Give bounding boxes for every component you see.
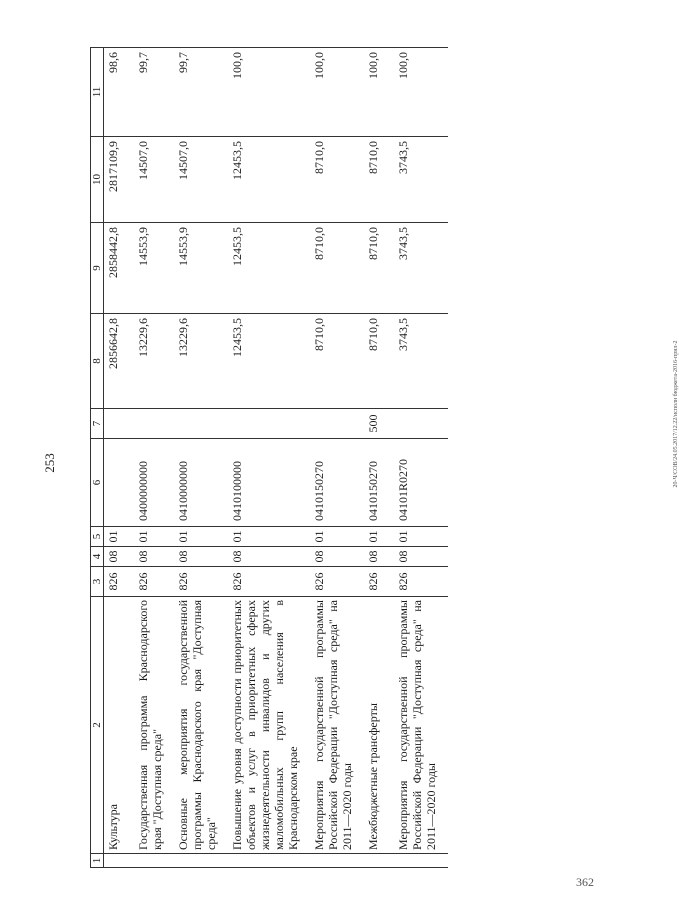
value-cell: 99,7 (134, 48, 174, 137)
value-cell: 3743,5 (394, 223, 448, 314)
code-cell: 826 (174, 567, 228, 597)
header-cell: 4 (91, 547, 104, 567)
code-cell: 826 (134, 567, 174, 597)
budget-table-area (90, 48, 588, 868)
table-row (104, 48, 134, 868)
code-cell: 08 (310, 547, 364, 567)
value-cell: 2858442,8 (104, 223, 134, 314)
value-cell: 8710,0 (310, 314, 364, 409)
name-cell: Культура (104, 597, 134, 854)
code-cell: 826 (104, 567, 134, 597)
value-cell: 3743,5 (394, 137, 448, 223)
value-cell: 8710,0 (364, 137, 394, 223)
value-cell: 2856642,8 (104, 314, 134, 409)
code-cell: 01 (174, 527, 228, 547)
header-cell: 2 (91, 597, 104, 854)
code-cell: 0410100000 (228, 439, 310, 527)
value-cell: 14553,9 (134, 223, 174, 314)
value-cell: 8710,0 (364, 223, 394, 314)
header-cell: 10 (91, 137, 104, 223)
value-cell: 8710,0 (310, 137, 364, 223)
code-cell: 08 (174, 547, 228, 567)
header-cell: 3 (91, 567, 104, 597)
file-path-note: 20-Ч/СОВ/24.05.2017/12.22/исполн бюджета-2016-прил-2 (673, 340, 679, 488)
name-cell: Мероприятия государственной программы Российской Федерации "Доступная среда" на 2011—2020 годы (310, 597, 364, 854)
name-cell: Государственная программа Краснодарского края "Доступная среда" (134, 597, 174, 854)
table-row (364, 48, 394, 868)
table-row (394, 48, 448, 868)
code-cell (134, 409, 174, 439)
code-cell: 0410150270 (364, 439, 394, 527)
code-cell: 08 (104, 547, 134, 567)
value-cell: 3743,5 (394, 314, 448, 409)
code-cell (394, 409, 448, 439)
name-cell: Мероприятия государственной программы Российской Федерации "Доступная среда" на 2011—2020 годы (394, 597, 448, 854)
value-cell: 8710,0 (310, 223, 364, 314)
col1-cell (364, 854, 394, 868)
col1-cell (310, 854, 364, 868)
code-cell: 01 (228, 527, 310, 547)
col1-cell (134, 854, 174, 868)
header-cell: 11 (91, 48, 104, 137)
value-cell: 99,7 (174, 48, 228, 137)
value-cell: 13229,6 (134, 314, 174, 409)
name-cell: Межбюджетные трансферты (364, 597, 394, 854)
col1-cell (104, 854, 134, 868)
col1-cell (228, 854, 310, 868)
value-cell: 14553,9 (174, 223, 228, 314)
code-cell: 04101R0270 (394, 439, 448, 527)
code-cell: 08 (134, 547, 174, 567)
value-cell: 100,0 (364, 48, 394, 137)
code-cell (104, 439, 134, 527)
code-cell: 0410000000 (174, 439, 228, 527)
code-cell (310, 409, 364, 439)
code-cell: 01 (134, 527, 174, 547)
rotated-table-container (90, 48, 588, 868)
table-body (104, 48, 448, 868)
value-cell: 14507,0 (134, 137, 174, 223)
col1-cell (394, 854, 448, 868)
code-cell: 500 (364, 409, 394, 439)
table-row (174, 48, 228, 868)
code-cell: 0400000000 (134, 439, 174, 527)
page-number: 253 (42, 453, 57, 473)
col1-cell (174, 854, 228, 868)
code-cell: 01 (104, 527, 134, 547)
value-cell: 100,0 (310, 48, 364, 137)
value-cell: 12453,5 (228, 223, 310, 314)
name-cell: Основные мероприятия государственной программы Краснодарского края "Доступная среда" (174, 597, 228, 854)
code-cell (104, 409, 134, 439)
header-cell: 1 (91, 854, 104, 868)
table-row (310, 48, 364, 868)
code-cell (174, 409, 228, 439)
name-cell: Повышение уровня доступности приоритетных объектов и услуг в приоритетных сферах жизнедеятельности инвалидов и других маломобильных групп населения в Краснодарском крае (228, 597, 310, 854)
code-cell: 826 (310, 567, 364, 597)
code-cell: 01 (310, 527, 364, 547)
value-cell: 12453,5 (228, 314, 310, 409)
value-cell: 8710,0 (364, 314, 394, 409)
table-header (91, 48, 104, 868)
header-cell: 9 (91, 223, 104, 314)
code-cell: 0410150270 (310, 439, 364, 527)
value-cell: 100,0 (394, 48, 448, 137)
header-cell: 5 (91, 527, 104, 547)
value-cell: 100,0 (228, 48, 310, 137)
code-cell: 826 (228, 567, 310, 597)
table-row (228, 48, 310, 868)
code-cell: 01 (394, 527, 448, 547)
code-cell: 08 (364, 547, 394, 567)
code-cell: 826 (394, 567, 448, 597)
code-cell (228, 409, 310, 439)
value-cell: 2817109,9 (104, 137, 134, 223)
budget-table (90, 47, 448, 868)
value-cell: 14507,0 (174, 137, 228, 223)
header-cell: 8 (91, 314, 104, 409)
code-cell: 826 (364, 567, 394, 597)
code-cell: 08 (228, 547, 310, 567)
code-cell: 01 (364, 527, 394, 547)
value-cell: 98,6 (104, 48, 134, 137)
value-cell: 12453,5 (228, 137, 310, 223)
bottom-page-number: 362 (576, 875, 594, 889)
code-cell: 08 (394, 547, 448, 567)
header-cell: 7 (91, 409, 104, 439)
header-row (91, 48, 104, 868)
header-cell: 6 (91, 439, 104, 527)
value-cell: 13229,6 (174, 314, 228, 409)
table-row (134, 48, 174, 868)
